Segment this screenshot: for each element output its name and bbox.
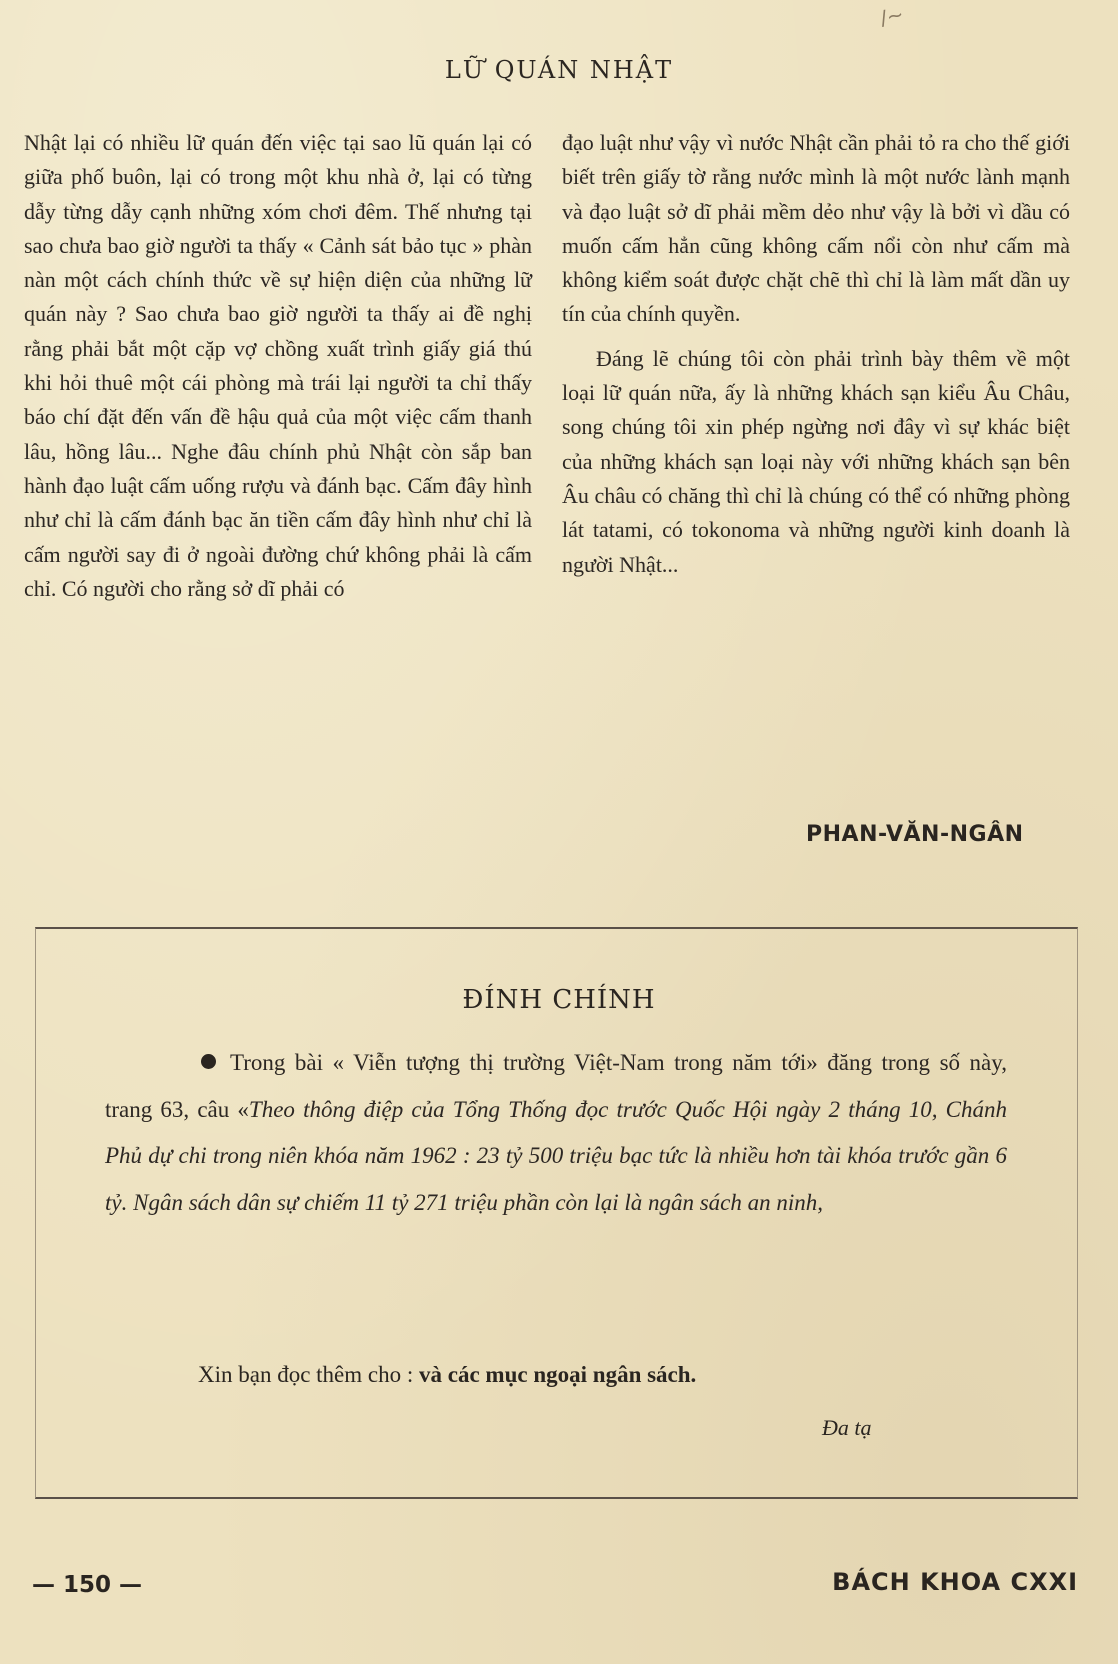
article-author: PHAN-VĂN-NGÂN — [806, 822, 1024, 847]
erratum-signoff: Đa tạ — [822, 1415, 872, 1440]
erratum-body — [105, 1040, 1007, 1226]
erratum-note — [198, 1362, 696, 1388]
left-column-text: Nhật lại có nhiều lữ quán đến việc tại sao lũ quán lại có giữa phố buôn, lại có trong một khu nhà ở, lại có từng dẫy từng dẫy cạnh những xóm chơi đêm. Thế nhưng tại sao chưa bao giờ người ta thấy « Cảnh sát bảo tục » phàn nàn một cách chính thức về sự hiện diện của những lữ quán này ? Sao chưa bao giờ người ta thấy ai đề nghị rằng phải bắt một cặp vợ chồng xuất trình giấy giá thú khi hỏi thuê một cái phòng mà trái lại người ta chỉ thấy báo chí đặt đến vấn đề hậu quả của một việc cấm thanh lâu, hồng lâu... Nghe đâu chính phủ Nhật còn sắp ban hành đạo luật cấm uống rượu và đánh bạc. Cấm đây hình như chỉ là cấm đánh bạc ăn tiền cấm đây hình như chỉ là cấm người say đi ở ngoài đường chứ không phải là cấm chỉ. Có người cho rằng sở dĩ phải có — [24, 130, 532, 601]
right-paragraph-2: Đáng lẽ chúng tôi còn phải trình bày thêm về một loại lữ quán nữa, ấy là những khách sạn kiểu Âu Châu, song chúng tôi xin phép ngừng nơi đây vì sự khác biệt của những khách sạn loại này với những khách sạn bên Âu châu có chăng thì chỉ là chúng có thể có những phòng lát tatami, có tokonoma và những người kinh doanh là người Nhật... — [562, 345, 1070, 577]
article-title: LỮ QUÁN NHẬT — [444, 56, 674, 84]
pencil-mark: /~ — [877, 1, 906, 31]
erratum-note-prefix: Xin bạn đọc thêm cho : — [198, 1362, 420, 1387]
left-column — [24, 126, 532, 606]
erratum-quote: Theo thông điệp của Tổng Thống đọc trước Quốc Hội ngày 2 tháng 10, Chánh Phủ dự chi trong niên khóa năm 1962 : 23 tỷ 500 triệu bạc tức là nhiều hơn tài khóa trước gần 6 tỷ. Ngân sách dân sự chiếm 11 tỷ 271 triệu phần còn lại là ngân sách an ninh, — [105, 1096, 1007, 1215]
erratum-title: ĐÍNH CHÍNH — [462, 985, 656, 1015]
erratum-text: Trong bài « Viễn tượng thị trường Việt-Nam trong năm tới» đăng trong số này, trang 63, câu « — [105, 1050, 1007, 1122]
bullet-icon — [201, 1054, 216, 1069]
page-number: — 150 — — [32, 1572, 143, 1598]
erratum-note-bold: và các mục ngoại ngân sách. — [419, 1362, 697, 1387]
magazine-name: BÁCH KHOA CXXI — [832, 1568, 1078, 1596]
right-paragraph-1: đạo luật như vậy vì nước Nhật cần phải tỏ ra cho thế giới biết trên giấy tờ rằng nước mình là một nước lành mạnh và đạo luật sở dĩ phải mềm dẻo như vậy là bởi vì dầu có muốn cấm hẳn cũng không cấm nổi còn như cấm mà không kiểm soát được chặt chẽ thì chỉ là làm mất dần uy tín của chính quyền. — [562, 130, 1070, 327]
right-column — [562, 126, 1070, 582]
